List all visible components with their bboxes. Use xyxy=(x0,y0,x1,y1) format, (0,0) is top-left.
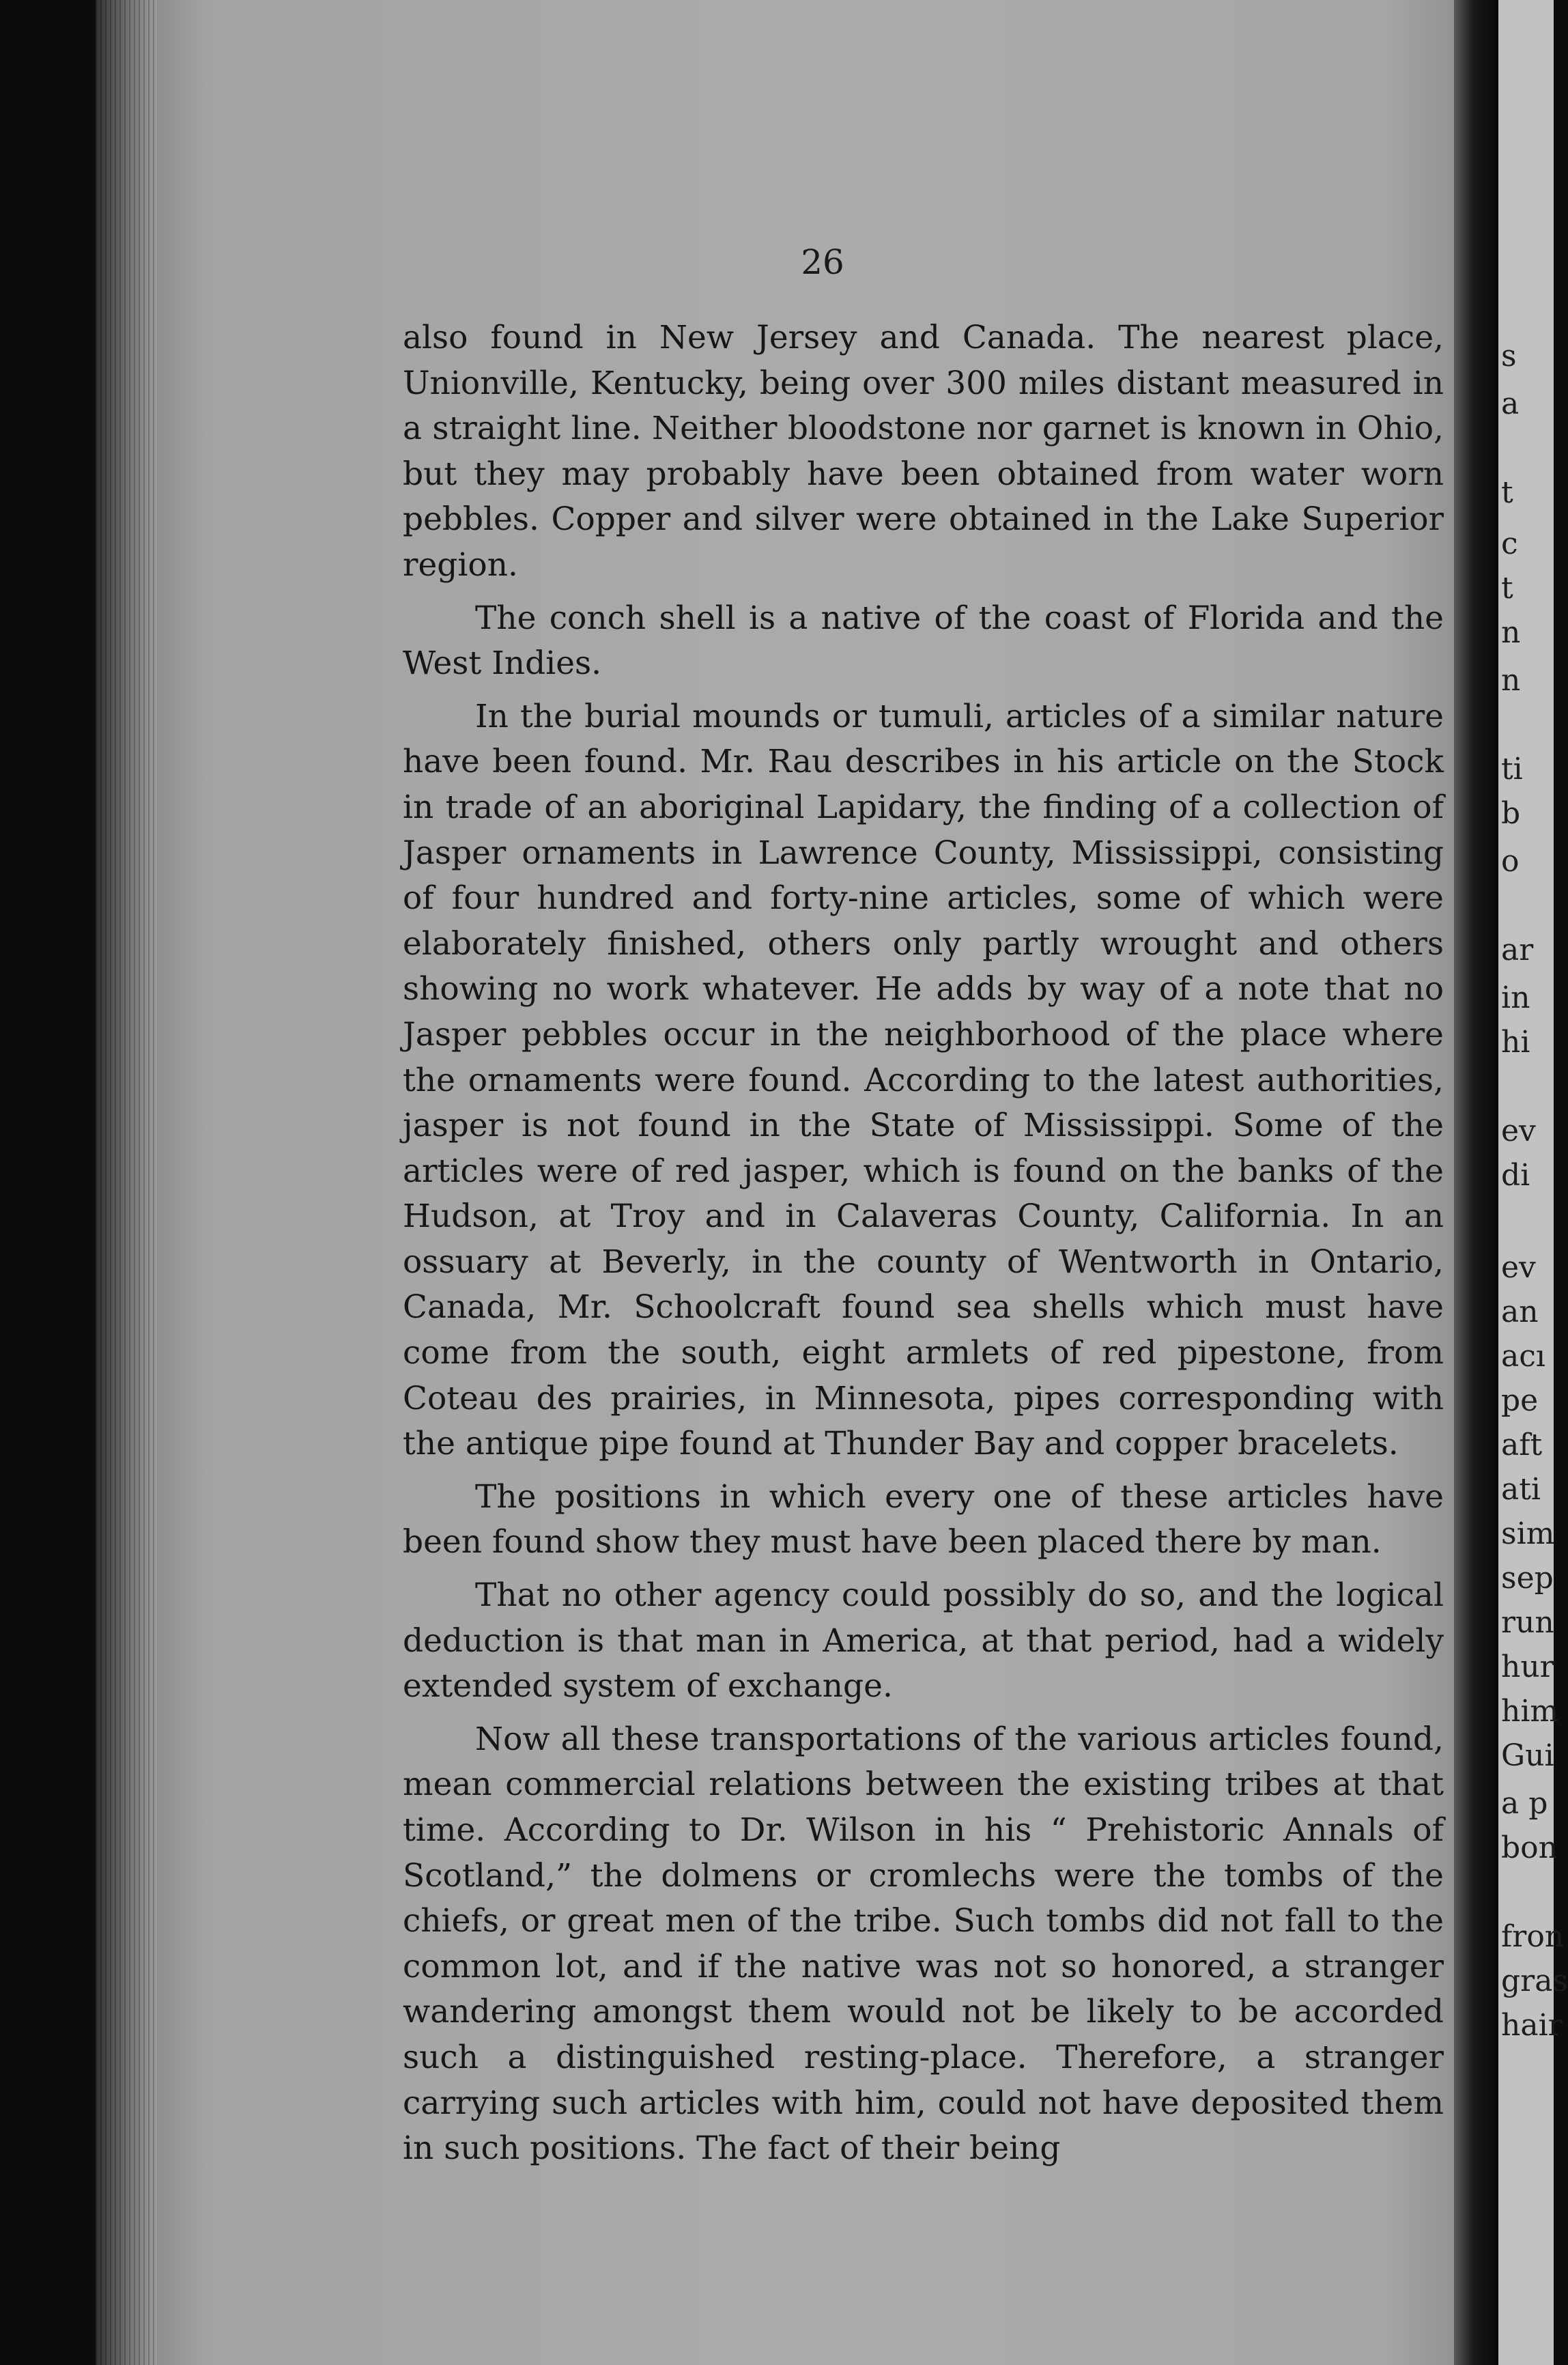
facing-fragment: ev xyxy=(1501,1114,1536,1148)
facing-fragment: a p xyxy=(1501,1786,1548,1821)
facing-fragment: in xyxy=(1501,980,1530,1015)
facing-fragment: ar xyxy=(1501,933,1534,967)
facing-fragment: ev xyxy=(1501,1250,1536,1285)
facing-fragment: di xyxy=(1501,1158,1530,1193)
facing-fragment: gras xyxy=(1501,1964,1568,1998)
facing-fragment: hi xyxy=(1501,1025,1530,1060)
facing-fragment: Gui xyxy=(1501,1738,1554,1773)
paragraph-continued: also found in New Jersey and Canada. The nearest place, Unionville, Kentucky, being over 300 miles distant measured in a straight line. Neither bloodstone nor garnet is known in Ohio, but they may probably have been obtained from water worn pebbles. Copper and silver were obtained in the Lake Superior region. xyxy=(403,319,1444,584)
facing-fragment: fron xyxy=(1501,1919,1565,1954)
facing-fragment: an xyxy=(1501,1294,1539,1329)
paragraph-transportations: Now all these transportations of the various articles found, mean commercial relations between the existing tribes at that time. According to Dr. Wilson in his “ Prehistoric Annals of Scotland,” the dolmens or cromlechs were the tombs of the chiefs, or great men of the tribe. Such tombs did not fall to the common lot, and if the native was not so honored, a stranger wandering amongst them would not be likely to be accorded such a distinguished resting-place. Therefore, a stranger carrying such articles with him, could not have deposited them in such positions. The fact of their being xyxy=(403,1720,1444,2168)
facing-page-sliver xyxy=(1498,0,1568,2365)
facing-fragment: hur xyxy=(1501,1649,1554,1684)
facing-fragment: t xyxy=(1501,571,1513,606)
facing-fragment: run xyxy=(1501,1605,1554,1640)
paragraph-positions: The positions in which every one of these articles have been found show they must have been placed there by man. xyxy=(403,1477,1444,1561)
facing-fragment: aft xyxy=(1501,1428,1543,1462)
facing-fragment: n xyxy=(1501,663,1521,698)
facing-fragment: pe xyxy=(1501,1383,1539,1418)
paragraph-exchange: That no other agency could possibly do so, and the logical deduction is that man in America, at that period, had a widely extended system of exchange. xyxy=(403,1576,1444,1705)
facing-fragment: t xyxy=(1501,475,1513,510)
facing-fragment: b xyxy=(1501,796,1521,831)
book-gutter xyxy=(1454,0,1502,2365)
facing-fragment: o xyxy=(1501,844,1520,879)
facing-fragment: n xyxy=(1501,615,1521,650)
facing-fragment: sim xyxy=(1501,1516,1555,1551)
paragraph-burial-mounds: In the burial mounds or tumuli, articles of a similar nature have been found. Mr. Rau describes in his article on the Stock in trade of an aboriginal Lapidary, the finding of a collection of Jasper ornaments in Lawrence County, Mississippi, consisting of four hundred and forty-nine articles, some of which were elaborately finished, others only partly wrought and others showing no work whatever. He adds by way of a note that no Jasper pebbles occur in the neighborhood of the place where the ornaments were found. According to the latest authorities, jasper is not found in the State of Mississippi. Some of the articles were of red jasper, which is found on the banks of the Hudson, at Troy and in Calaveras County, California. In an ossuary at Beverly, in the county of Wentworth in Ontario, Canada, Mr. Schoolcraft found sea shells which must have come from the south, eight armlets of red pipestone, from Coteau des prairies, in Minnesota, pipes corresponding with the antique pipe found at Thunder Bay and copper bracelets. xyxy=(403,697,1444,1463)
facing-fragment: sep xyxy=(1501,1561,1554,1596)
facing-fragment: acı xyxy=(1501,1339,1545,1374)
facing-fragment: ati xyxy=(1501,1472,1541,1507)
facing-fragment: c xyxy=(1501,526,1518,561)
paragraph-conch-shell: The conch shell is a native of the coast of Florida and the West Indies. xyxy=(403,599,1444,683)
facing-fragment: a xyxy=(1501,386,1520,421)
page-number: 26 xyxy=(801,242,844,282)
facing-fragment: hair xyxy=(1501,2008,1563,2043)
facing-fragment: ti xyxy=(1501,752,1523,787)
page-body-text xyxy=(403,315,1444,2179)
facing-fragment: him xyxy=(1501,1694,1559,1729)
facing-fragment: bon xyxy=(1501,1830,1558,1865)
facing-fragment: s xyxy=(1501,339,1517,373)
